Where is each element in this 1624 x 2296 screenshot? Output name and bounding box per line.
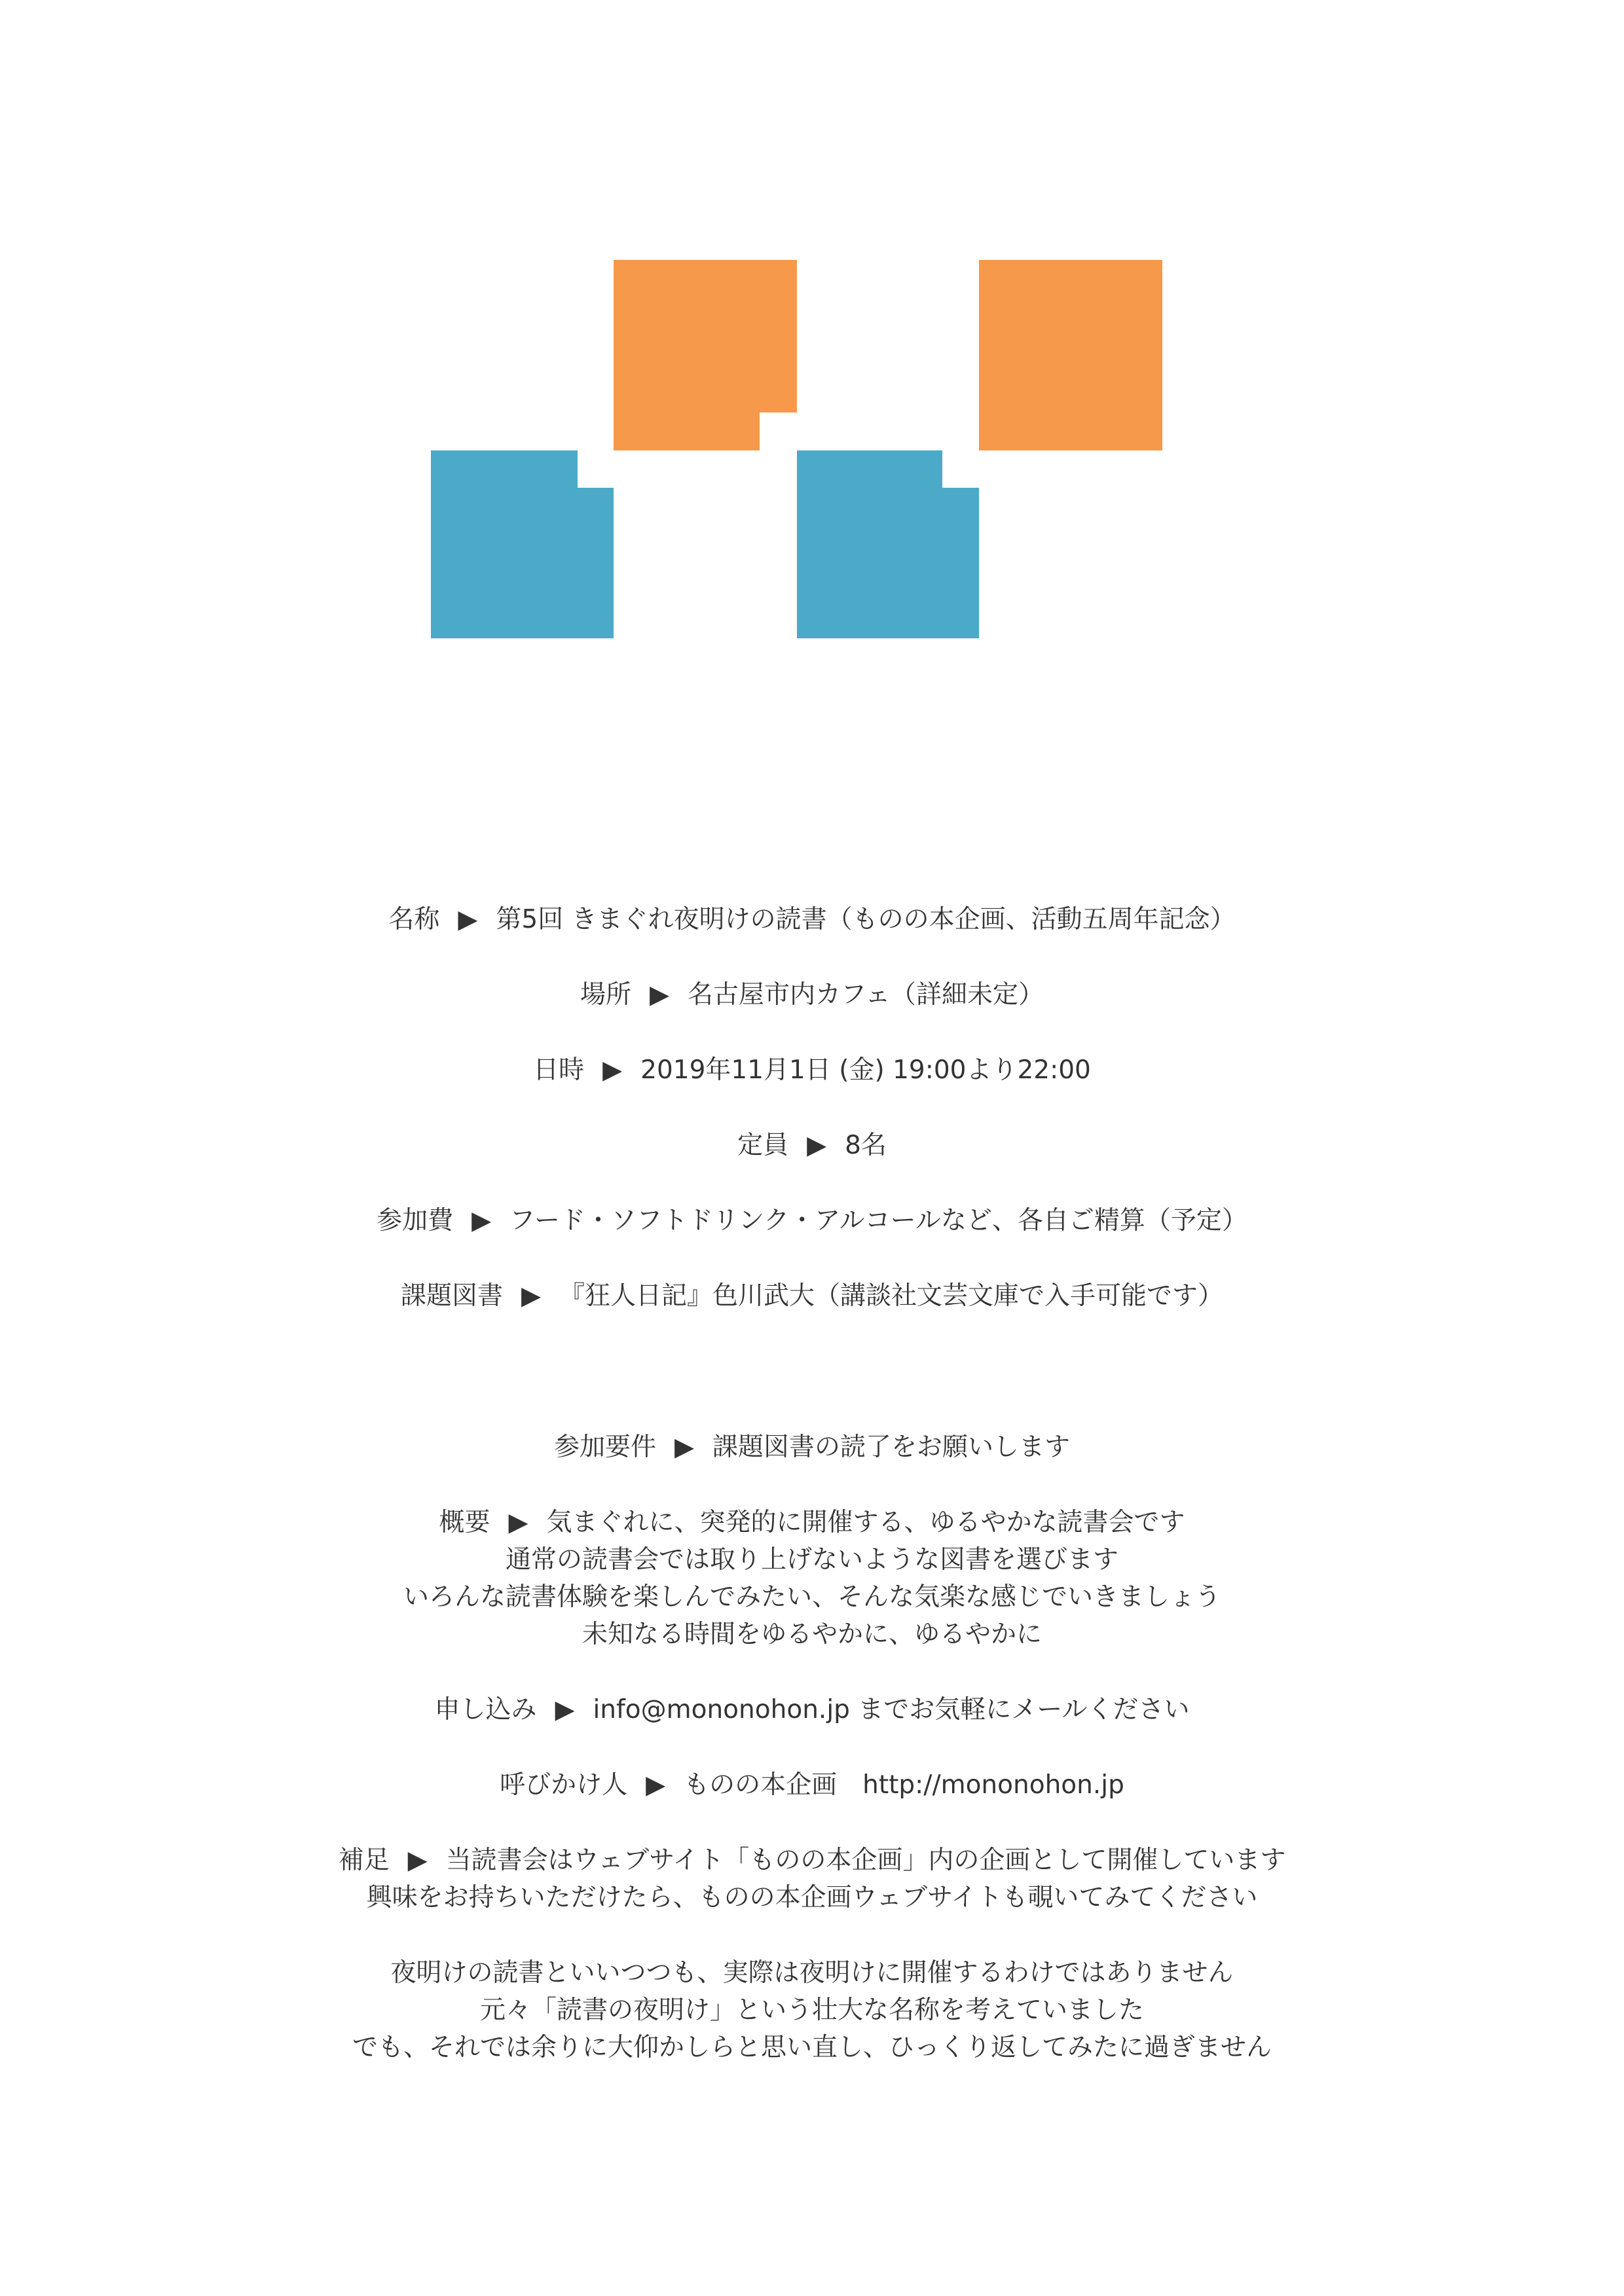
row-value: 課題図書の読了をお願いします — [712, 1432, 1071, 1462]
info-row-caller — [0, 1766, 1624, 1805]
info-row-datetime — [0, 1051, 1624, 1090]
row-value: 2019年11月1日 (金) 19:00より22:00 — [640, 1055, 1091, 1085]
overview-line: 未知なる時間をゆるやかに、ゆるやかに — [581, 1620, 1042, 1649]
arrow-icon: ▶ — [674, 1432, 694, 1462]
info-row-capacity — [0, 1126, 1624, 1165]
row-value: 第5回 きまぐれ夜明けの読書（ものの本企画、活動五周年記念） — [496, 905, 1236, 934]
row-label: 場所 — [580, 980, 631, 1010]
row-label: 呼びかけ人 — [500, 1770, 628, 1800]
notes-line: 夜明けの読書といいつつも、実際は夜明けに開催するわけではありません — [390, 1958, 1234, 1988]
row-value: 名古屋市内カフェ（詳細未定） — [687, 980, 1044, 1010]
arrow-icon: ▶ — [555, 1695, 575, 1724]
arrow-icon: ▶ — [602, 1055, 623, 1085]
overview-line: いろんな読書体験を楽しんでみたい、そんな気楽な感じでいきましょう — [403, 1582, 1221, 1612]
arrow-icon: ▶ — [521, 1281, 541, 1311]
row-value: ものの本企画 http://mononohon.jp — [684, 1770, 1124, 1800]
arrow-icon: ▶ — [458, 905, 478, 934]
arrow-icon: ▶ — [508, 1508, 528, 1537]
overview-line: 気まぐれに、突発的に開催する、ゆるやかな読書会です — [546, 1508, 1185, 1537]
row-label: 参加費 — [377, 1206, 454, 1235]
arrow-icon: ▶ — [649, 980, 669, 1010]
info-row-book — [0, 1277, 1624, 1316]
arrow-icon: ▶ — [407, 1846, 428, 1875]
row-label: 参加要件 — [553, 1432, 656, 1462]
row-value: info@mononohon.jp までお気軽にメールください — [593, 1695, 1190, 1724]
info-row-place — [0, 975, 1624, 1015]
arrow-icon: ▶ — [471, 1206, 492, 1235]
row-label: 申し込み — [434, 1695, 537, 1724]
info-row-name — [0, 900, 1624, 939]
notes-line: でも、それでは余りに大仰かしらと思い直し、ひっくり返してみたに過ぎません — [352, 2033, 1272, 2062]
info-row-apply — [0, 1690, 1624, 1730]
overview-line: 通常の読書会では取り上げないような図書を選びます — [505, 1545, 1118, 1575]
info-row-notes — [0, 1841, 1624, 1880]
arrow-icon: ▶ — [646, 1770, 666, 1800]
row-value: 8名 — [845, 1131, 887, 1160]
row-value: 『狂人日記』色川武大（講談社文芸文庫で入手可能です） — [559, 1281, 1224, 1311]
notes-line: 元々「読書の夜明け」という壮大な名称を考えていました — [479, 1995, 1144, 2025]
row-label: 概要 — [439, 1508, 490, 1537]
row-label: 日時 — [533, 1055, 585, 1085]
row-label: 定員 — [737, 1131, 789, 1160]
arrow-icon: ▶ — [807, 1131, 827, 1160]
info-row-overview — [0, 1503, 1624, 1542]
info-row-requirement — [0, 1428, 1624, 1467]
notes-line: 当読書会はウェブサイト「ものの本企画」内の企画として開催しています — [445, 1846, 1286, 1875]
row-value: フード・ソフトドリンク・アルコールなど、各自ご精算（予定） — [509, 1206, 1247, 1235]
row-label: 課題図書 — [400, 1281, 503, 1311]
row-label: 名称 — [388, 905, 440, 934]
notes-line: 興味をお持ちいただけたら、ものの本企画ウェブサイトも覗いてみてください — [366, 1883, 1258, 1912]
info-row-fee — [0, 1201, 1624, 1241]
row-label: 補足 — [338, 1846, 390, 1875]
